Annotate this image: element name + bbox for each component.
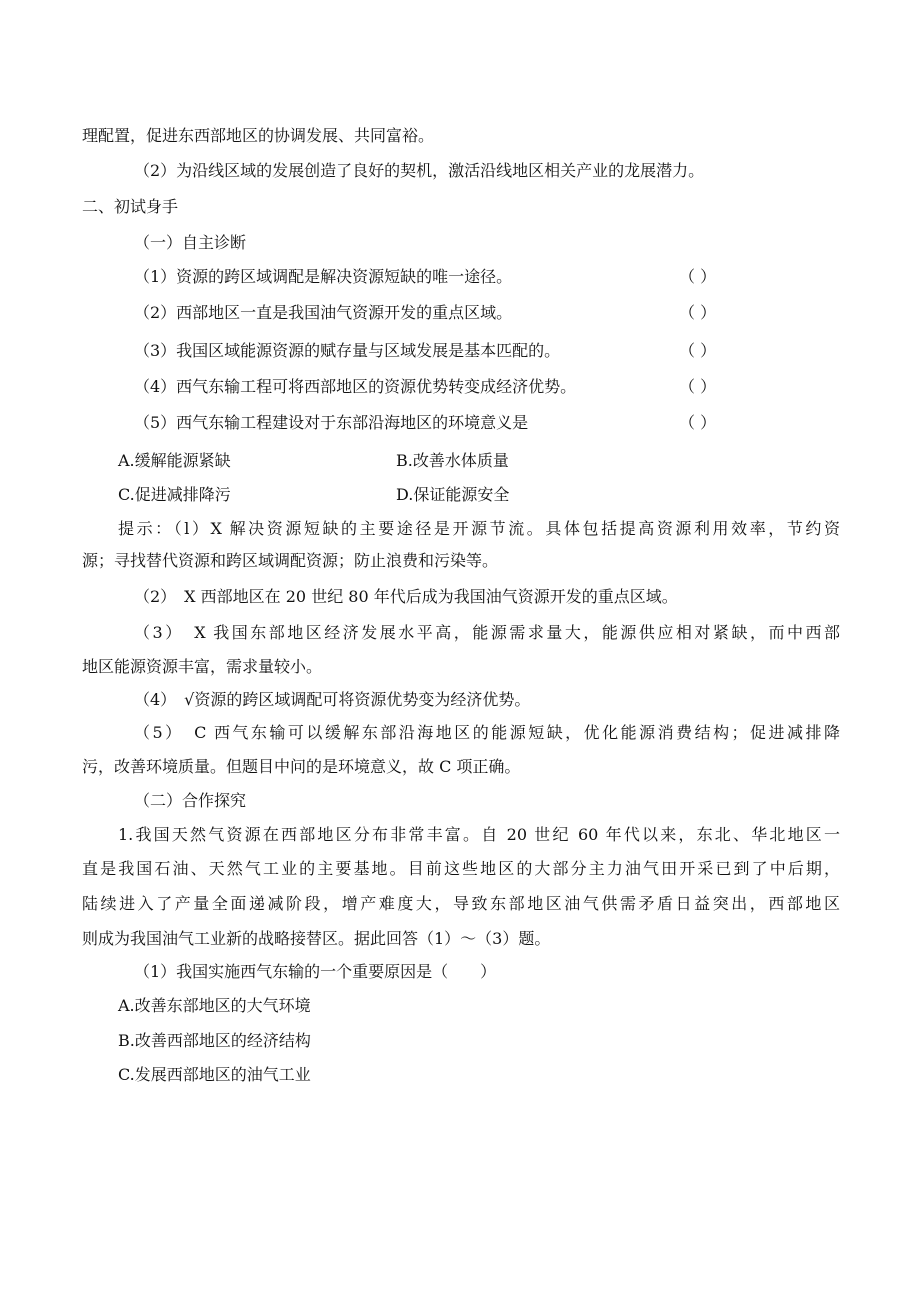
option-b: B.改善水体质量 (396, 451, 509, 470)
option-d: D.保证能源安全 (396, 485, 510, 504)
options-row (118, 450, 840, 472)
question-text: （3）我国区域能源资源的赋存量与区域发展是基本匹配的。 (134, 341, 561, 360)
question-text: （5）西气东输工程建设对于东部沿海地区的环境意义是 (134, 413, 529, 432)
option-c: C.促进减排降污 (118, 485, 231, 504)
hint-line: （3） X 我国东部地区经济发展水平高，能源需求量大，能源供应相对紧缺，而中西部 (134, 623, 840, 642)
answer-blank: （ ） (679, 303, 717, 322)
section-heading: 二、初试身手 (82, 197, 179, 216)
answer-blank: （ ） (679, 341, 717, 360)
hint-line: 污，改善环境质量。但题目中问的是环境意义，故 C 项正确。 (82, 757, 521, 776)
option-c: C.发展西部地区的油气工业 (118, 1065, 311, 1084)
passage-line: 则成为我国油气工业新的战略接替区。据此回答（1）～（3）题。 (82, 929, 551, 948)
hint-line: （4） √资源的跨区域调配可将资源优势变为经济优势。 (134, 690, 531, 709)
answer-blank: （ ） (679, 413, 717, 432)
options-row (118, 484, 840, 506)
passage-line: 直是我国石油、天然气工业的主要基地。目前这些地区的大部分主力油气田开采已到了中后期， (82, 859, 840, 878)
question-stem: （1）我国实施西气东输的一个重要原因是（ ） (134, 962, 497, 981)
hint-line: 源；寻找替代资源和跨区域调配资源；防止浪费和污染等。 (82, 551, 499, 570)
passage-line: 1.我国天然气资源在西部地区分布非常丰富。自 20 世纪 60 年代以来，东北、华北地区一 (118, 825, 840, 844)
text-line: 理配置，促进东西部地区的协调发展、共同富裕。 (82, 126, 435, 145)
answer-blank: （ ） (679, 267, 717, 286)
hint-line: 提示：（l）X 解决资源短缺的主要途径是开源节流。具体包括提高资源利用效率，节约资 (118, 519, 840, 538)
hint-line: 地区能源资源丰富，需求量较小。 (82, 657, 323, 676)
text-line: （2）为沿线区域的发展创造了良好的契机，激活沿线地区相关产业的龙展潜力。 (134, 161, 705, 180)
option-a: A.缓解能源紧缺 (118, 451, 231, 470)
passage-line: 陆续进入了产量全面递减阶段，增产难度大，导致东部地区油气供需矛盾日益突出，西部地区 (82, 894, 840, 913)
answer-blank: （ ） (679, 377, 717, 396)
question-text: （4）西气东输工程可将西部地区的资源优势转变成经济优势。 (134, 377, 577, 396)
option-a: A.改善东部地区的大气环境 (118, 996, 311, 1015)
question-text: （1）资源的跨区域调配是解决资源短缺的唯一途径。 (134, 267, 513, 286)
option-b: B.改善西部地区的经济结构 (118, 1031, 311, 1050)
subsection-heading: （一）自主诊断 (134, 233, 247, 252)
question-text: （2）西部地区一直是我国油气资源开发的重点区域。 (134, 303, 513, 322)
hint-line: （2） X 西部地区在 20 世纪 80 年代后成为我国油气资源开发的重点区域。 (134, 587, 678, 606)
subsection-heading: （二）合作探究 (134, 791, 247, 810)
hint-line: （5） C 西气东输可以缓解东部沿海地区的能源短缺，优化能源消费结构；促进减排降 (134, 723, 840, 742)
